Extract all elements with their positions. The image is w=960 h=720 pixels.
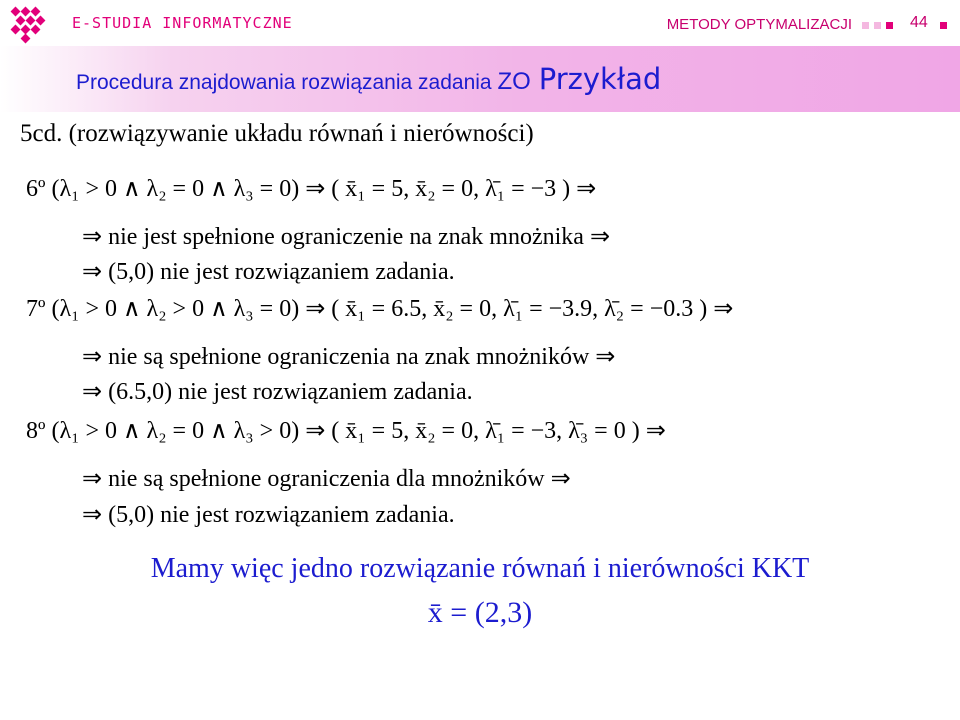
brand-name: E-STUDIA INFORMATYCZNE xyxy=(72,14,293,32)
implies-arrow: ⇒ xyxy=(595,344,616,370)
implies-arrow: ⇒ xyxy=(305,418,326,444)
summary-text: Mamy więc jedno rozwiązanie równań i nierówności KKT xyxy=(150,553,810,584)
case-7-consequence-2 xyxy=(82,377,473,406)
case-result: ( x̄₁ = 5, x̄₂ = 0, λ̄₁ = −3, λ̄₃ = 0 ) xyxy=(331,418,640,444)
consequence-text: (6.5,0) nie jest rozwiązaniem zadania. xyxy=(108,379,473,405)
case-6-consequence-1 xyxy=(82,222,610,251)
indicator-square-icon xyxy=(862,22,869,29)
case-8-consequence-2 xyxy=(82,500,455,529)
implies-arrow: ⇒ xyxy=(82,379,103,405)
case-condition: (λ₁ > 0 ∧ λ₂ = 0 ∧ λ₃ > 0) xyxy=(51,418,300,444)
consequence-text: nie są spełnione ograniczenia na znak mnożników xyxy=(108,344,590,370)
case-6-consequence-2 xyxy=(82,257,455,286)
e-studia-logo-icon xyxy=(8,4,52,44)
indicator-square-icon xyxy=(940,22,947,29)
consequence-text: nie jest spełnione ograniczenie na znak mnożnika xyxy=(108,224,584,250)
section-subtitle: 5cd. (rozwiązywanie układu równań i nierówności) xyxy=(20,120,534,147)
consequence-text: (5,0) nie jest rozwiązaniem zadania. xyxy=(108,502,455,528)
implies-arrow: ⇒ xyxy=(713,296,734,322)
implies-arrow: ⇒ xyxy=(82,224,103,250)
implies-arrow: ⇒ xyxy=(576,176,597,202)
implies-arrow: ⇒ xyxy=(589,224,611,250)
page-number: 44 xyxy=(910,14,928,31)
case-result: ( x̄₁ = 5, x̄₂ = 0, λ̄₁ = −3 ) xyxy=(331,176,571,202)
implies-arrow: ⇒ xyxy=(82,502,103,528)
case-result: ( x̄₁ = 6.5, x̄₂ = 0, λ̄₁ = −3.9, λ̄₂ = −0.3 ) xyxy=(331,296,708,322)
implies-arrow: ⇒ xyxy=(305,176,326,202)
title-zo: ZO xyxy=(497,68,531,95)
implies-arrow: ⇒ xyxy=(82,344,103,370)
case-condition: (λ₁ > 0 ∧ λ₂ = 0 ∧ λ₃ = 0) xyxy=(51,176,300,202)
case-8-consequence-1 xyxy=(82,464,571,493)
implies-arrow: ⇒ xyxy=(305,296,326,322)
implies-arrow: ⇒ xyxy=(645,418,666,444)
course-title: METODY OPTYMALIZACJI xyxy=(666,16,852,33)
indicator-square-icon xyxy=(874,22,881,29)
indicator-square-icon xyxy=(886,22,893,29)
case-6-line xyxy=(26,174,596,203)
title-main: Procedura znajdowania rozwiązania zadania xyxy=(76,71,498,94)
case-label: 8º xyxy=(26,418,46,444)
case-7-line xyxy=(26,294,733,323)
implies-arrow: ⇒ xyxy=(550,466,571,492)
optimal-solution: x̄ = (2,3) xyxy=(427,596,533,629)
case-7-consequence-1 xyxy=(82,342,615,371)
case-label: 7º xyxy=(26,296,46,322)
case-label: 6º xyxy=(26,176,46,202)
consequence-text: (5,0) nie jest rozwiązaniem zadania. xyxy=(108,259,455,285)
slide-title xyxy=(76,62,661,96)
case-8-line xyxy=(26,416,666,445)
consequence-text: nie są spełnione ograniczenia dla mnożników xyxy=(108,466,545,492)
implies-arrow: ⇒ xyxy=(82,259,103,285)
implies-arrow: ⇒ xyxy=(82,466,103,492)
title-example: Przykład xyxy=(538,62,662,96)
case-condition: (λ₁ > 0 ∧ λ₂ > 0 ∧ λ₃ = 0) xyxy=(51,296,300,322)
